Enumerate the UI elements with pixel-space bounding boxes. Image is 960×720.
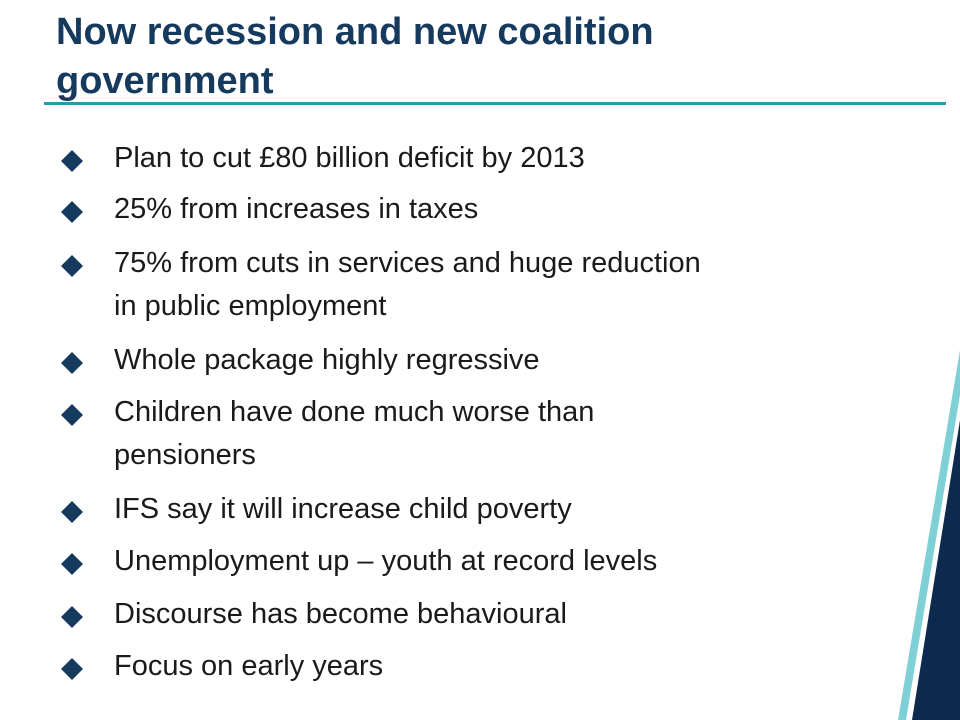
bullet-text: Plan to cut £80 billion deficit by 2013 (114, 142, 585, 174)
corner-stripe-gap (906, 395, 960, 720)
diamond-icon (61, 553, 83, 575)
diamond-icon (61, 201, 83, 223)
diamond-icon (61, 255, 83, 277)
corner-stripe-dark (912, 420, 960, 720)
bullet-text: 75% from cuts in services and huge reduction (114, 247, 701, 279)
bullet-text: Children have done much worse than (114, 396, 595, 428)
bullet-text-continued: in public employment (114, 290, 387, 322)
bullet-text: Focus on early years (114, 650, 384, 682)
diamond-icon (61, 606, 83, 628)
diamond-icon (61, 352, 83, 374)
bullet-text: IFS say it will increase child poverty (114, 493, 572, 525)
diamond-icon (61, 658, 83, 680)
slide-title-line1: Now recession and new coalition (56, 11, 654, 53)
bullet-text-continued: pensioners (114, 439, 256, 471)
bullet-text: Unemployment up – youth at record levels (114, 545, 658, 577)
slide-title (56, 8, 916, 106)
slide-title-line2: government (56, 60, 274, 102)
title-underline (44, 102, 946, 105)
diamond-icon (61, 501, 83, 523)
diamond-icon (61, 404, 83, 426)
bullet-text: 25% from increases in taxes (114, 193, 479, 225)
diamond-icon (61, 150, 83, 172)
corner-stripe-light (898, 350, 960, 720)
bullet-text: Whole package highly regressive (114, 344, 540, 376)
bullet-text: Discourse has become behavioural (114, 598, 567, 630)
